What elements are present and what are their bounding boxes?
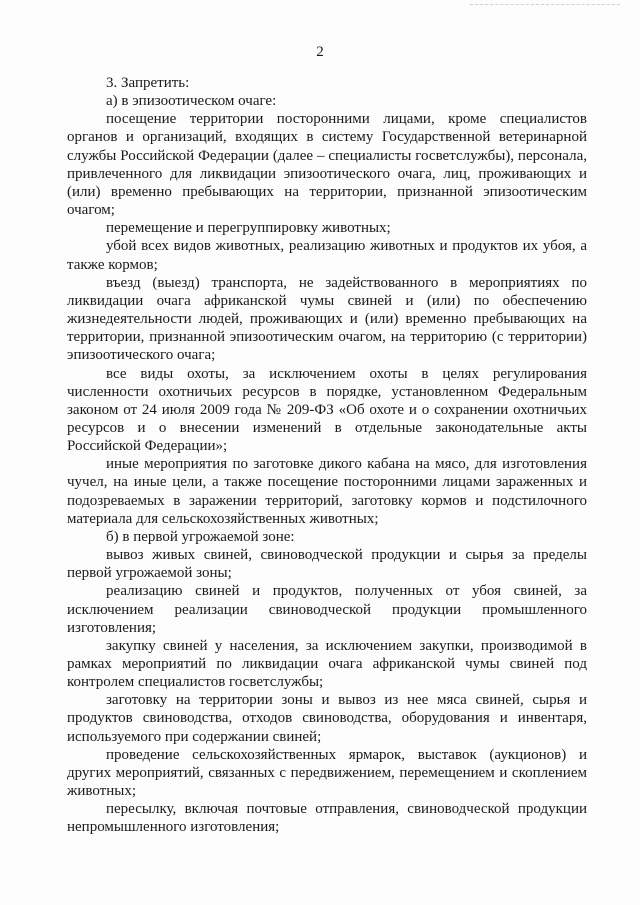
paragraph-a4: въезд (выезд) транспорта, не задействованного в мероприятиях по ликвидации очага африканской чумы свиней и (или) по обеспечению жизнедеятельности людей, проживающих и (или) временно пребывающих на территории, признанной эпизоотическим очагом, на территорию (с территории) эпизоотического очага;: [67, 274, 587, 364]
scan-edge-line: [470, 4, 620, 5]
paragraph-b3: закупку свиней у населения, за исключением закупки, производимой в рамках мероприятий по ликвидации очага африканской чумы свиней под контролем специалистов госветслужбы;: [67, 637, 587, 691]
paragraph-a2: перемещение и перегруппировку животных;: [106, 220, 391, 237]
paragraph-b4: заготовку на территории зоны и вывоз из нее мяса свиней, сырья и продуктов свиноводства, отходов свиноводства, оборудования и инвентаря, используемого при содержании свиней;: [67, 692, 587, 745]
paragraph-b2: реализацию свиней и продуктов, полученных от убоя свиней, за исключением реализации свиноводческой продукции промышленного изготовления;: [67, 583, 587, 636]
paragraph-a3: убой всех видов животных, реализацию животных и продуктов их убоя, а также кормов;: [67, 238, 587, 273]
paragraph-a1: посещение территории посторонними лицами, кроме специалистов органов и организаций, входящих в систему Государственной ветеринарной службы Российской Федерации (далее – специалисты госветслужбы), персонала, привлеченного для ликвидации эпизоотического очага, лиц, проживающих и (или) временно пребывающих на территории, признанной эпизоотическим очагом;: [67, 111, 587, 219]
document-body: [67, 74, 587, 837]
paragraph-b6: пересылку, включая почтовые отправления, свиноводческой продукции непромышленного изготовления;: [67, 801, 587, 836]
paragraph-a6: иные мероприятия по заготовке дикого кабана на мясо, для изготовления чучел, на иные цели, а также посещение посторонними лицами зараженных и подозреваемых в заражении территорий, заготовку кормов и подстилочного материала для сельскохозяйственных животных;: [67, 456, 587, 527]
paragraph-prohibit-heading: 3. Запретить:: [106, 75, 190, 91]
paragraph-b5: проведение сельскохозяйственных ярмарок, выставок (аукционов) и других мероприятий, связанных с передвижением, перемещением и скоплением животных;: [67, 746, 587, 800]
paragraph-a5: все виды охоты, за исключением охоты в целях регулирования численности охотничьих ресурсов в порядке, установленном Федеральным законом от 24 июля 2009 года № 209-ФЗ «Об охоте и о сохранении охотничьих ресурсов и о внесении изменений в отдельные законодательные акты Российской Федерации»;: [67, 365, 587, 455]
paragraph-subheading-b: б) в первой угрожаемой зоне:: [106, 528, 295, 545]
page-number: 2: [316, 44, 324, 60]
paragraph-subheading-a: а) в эпизоотическом очаге:: [106, 93, 277, 110]
paragraph-b1: вывоз живых свиней, свиноводческой продукции и сырья за пределы первой угрожаемой зоны;: [67, 547, 587, 582]
